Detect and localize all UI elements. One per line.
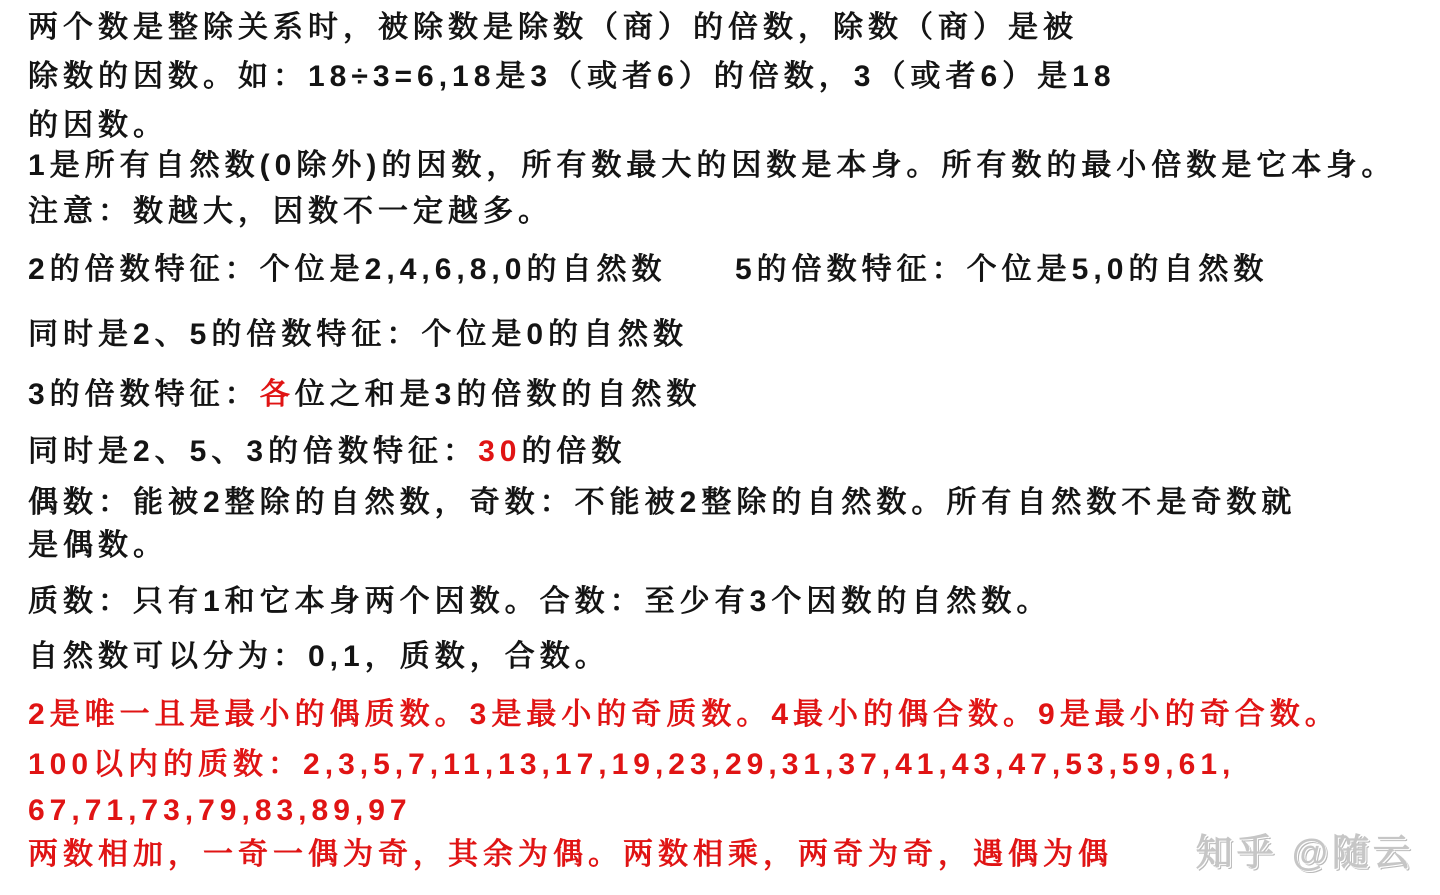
text-segment: 同时是2、5、3的倍数特征： — [28, 435, 479, 468]
note-line-5 — [28, 192, 553, 232]
note-line-11 — [28, 526, 168, 566]
highlighted-text: 100以内的质数：2,3,5,7,11,13,17,19,23,29,31,37,41,43,47,53,59,61, — [28, 748, 1236, 781]
text-segment: 偶数：能被2整除的自然数，奇数：不能被2整除的自然数。所有自然数不是奇数就 — [28, 486, 1297, 519]
note-line-4 — [28, 146, 1396, 186]
note-line-7 — [28, 315, 688, 355]
highlighted-text: 两数相加，一奇一偶为奇，其余为偶。两数相乘，两奇为奇，遇偶为偶 — [28, 838, 1113, 871]
text-segment: 质数：只有1和它本身两个因数。合数：至少有3个因数的自然数。 — [28, 585, 1052, 618]
note-line-9 — [28, 432, 626, 472]
note-line-17 — [28, 835, 1113, 875]
text-segment: 自然数可以分为：0,1，质数，合数。 — [28, 640, 610, 673]
note-line-2 — [28, 57, 1116, 97]
note-line-1 — [28, 8, 1078, 48]
text-segment: 两个数是整除关系时，被除数是除数（商）的倍数，除数（商）是被 — [28, 11, 1078, 44]
zhihu-watermark: 知乎 @随云 — [1195, 832, 1414, 873]
highlighted-text: 30 — [478, 435, 522, 468]
note-line-16-primes — [28, 791, 412, 831]
text-segment: 1是所有自然数(0除外)的因数，所有数最大的因数是本身。所有数的最小倍数是它本身。 — [28, 149, 1397, 182]
text-segment: 注意：数越大，因数不一定越多。 — [28, 195, 553, 228]
multiples-of-2-rule: 2的倍数特征：个位是2,4,6,8,0的自然数 — [28, 253, 667, 286]
multiples-of-5-rule: 5的倍数特征：个位是5,0的自然数 — [735, 253, 1269, 286]
text-segment: 是偶数。 — [28, 529, 168, 562]
text-segment: 的倍数 — [521, 435, 627, 468]
note-line-10 — [28, 483, 1296, 523]
note-line-14 — [28, 695, 1340, 735]
text-segment: 的因数。 — [28, 109, 168, 142]
highlighted-text: 2是唯一且是最小的偶质数。3是最小的奇质数。4最小的偶合数。9是最小的奇合数。 — [28, 698, 1340, 731]
note-line-3 — [28, 106, 168, 146]
text-segment: 3的倍数特征： — [28, 378, 260, 411]
note-line-6 — [28, 250, 1269, 290]
highlighted-text: 67,71,73,79,83,89,97 — [28, 794, 412, 827]
text-segment: 位之和是3的倍数的自然数 — [294, 378, 702, 411]
text-segment: 除数的因数。如：18÷3=6,18是3（或者6）的倍数，3（或者6）是18 — [28, 60, 1116, 93]
highlighted-text: 各 — [259, 378, 295, 411]
note-line-12 — [28, 582, 1051, 622]
note-line-15-primes — [28, 745, 1235, 785]
note-line-13 — [28, 637, 610, 677]
note-line-8 — [28, 375, 701, 415]
text-segment: 同时是2、5的倍数特征：个位是0的自然数 — [28, 318, 689, 351]
